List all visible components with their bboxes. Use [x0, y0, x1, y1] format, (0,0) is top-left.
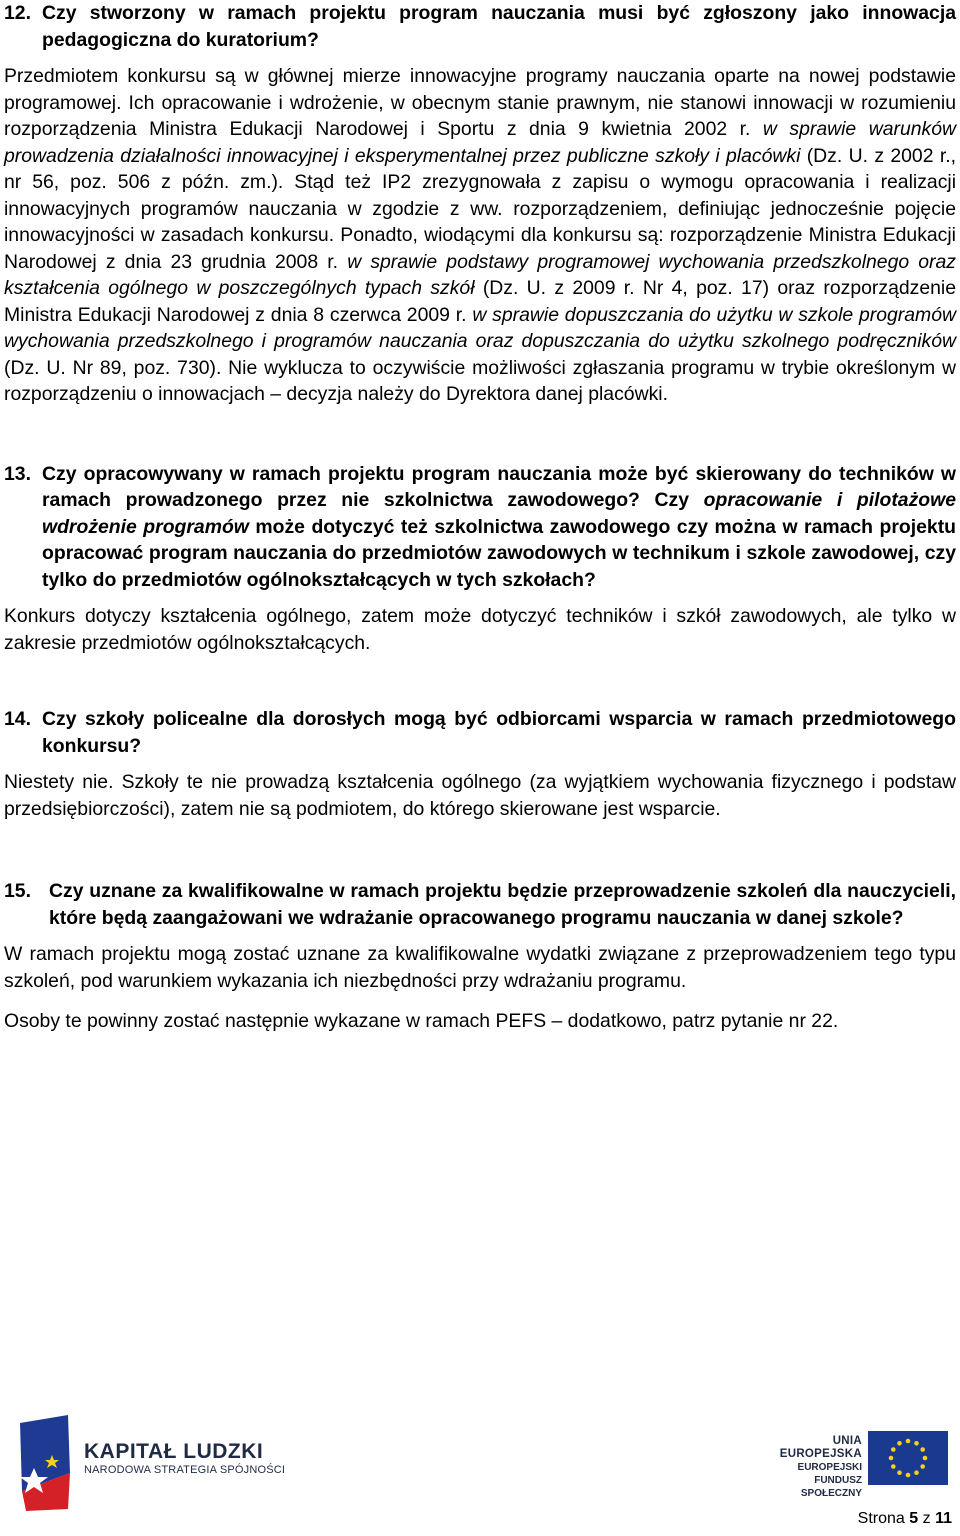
- answer-paragraph: Konkurs dotyczy kształcenia ogólnego, zatem może dotyczyć techników i szkół zawodowych, ale tylko w zakresie przedmiotów ogólnokształcących.: [4, 605, 956, 654]
- logo-subtitle: NARODOWA STRATEGIA SPÓJNOŚCI: [84, 1464, 286, 1476]
- eu-star: [891, 1447, 896, 1452]
- document-page: [4, 0, 956, 1035]
- question-number: 12.: [4, 2, 31, 24]
- answer-13: [4, 603, 956, 656]
- question-text: Czy uznane za kwalifikowalne w ramach projektu będzie przeprowadzenie szkoleń dla nauczycieli, które będą zaangażowani we wdrażanie opracowanego programu nauczania w danej szkole?: [49, 880, 956, 929]
- question-number: 15.: [4, 880, 31, 902]
- eu-star: [897, 1470, 902, 1475]
- answer-paragraph: Osoby te powinny zostać następnie wykazane w ramach PEFS – dodatkowo, patrz pytanie nr 22.: [4, 1010, 839, 1032]
- page-current: 5: [909, 1510, 919, 1527]
- eu-flag-icon: [868, 1431, 948, 1485]
- eu-star: [914, 1441, 919, 1446]
- eu-star: [914, 1470, 919, 1475]
- answer-14: [4, 769, 956, 822]
- eu-line2: EUROPEJSKI: [797, 1462, 862, 1473]
- eu-line1: UNIA EUROPEJSKA: [779, 1435, 862, 1460]
- question-number: 13.: [4, 462, 31, 485]
- eu-line3: FUNDUSZ SPOŁECZNY: [800, 1475, 862, 1499]
- answer-15: [4, 941, 956, 1035]
- question-text: Czy stworzony w ramach projektu program nauczania musi być zgłoszony jako innowacja pedagogiczna do kuratorium?: [42, 2, 956, 51]
- page-total: 11: [935, 1510, 952, 1527]
- question-text: Czy szkoły policealne dla dorosłych mogą być odbiorcami wsparcia w ramach przedmiotowego konkursu?: [42, 708, 956, 757]
- page-of: z: [922, 1510, 931, 1527]
- answer-paragraph: Przedmiotem konkursu są w głównej mierze innowacyjne programy nauczania oparte na nowej podstawie programowej. Ich opracowanie i wdrożenie, w obecnym stanie prawnym, nie stanowi innowacji w rozumieniu rozporządzenia Ministra Edukacji Narodowej i Sportu z dnia 9 kwietnia 2002 r. w sprawie warunków prowadzenia działalności innowacyjnej i eksperymentalnej przez publiczne szkoły i placówki (Dz. U. z 2002 r., nr 56, poz. 506 z późn. zm.). Stąd też IP2 zrezygnowała z zapisu o wymogu opracowania i realizacji innowacyjnych programów nauczania w zgodzie z ww. rozporządzeniem, definiując jednocześnie pojęcie innowacyjności w zasadach konkursu. Ponadto, wiodącymi dla konkursu są: rozporządzenie Ministra Edukacji Narodowej z dnia 23 grudnia 2008 r. w sprawie podstawy programowej wychowania przedszkolnego oraz kształcenia ogólnego w poszczególnych typach szkół (Dz. U. z 2009 r. Nr 4, poz. 17) oraz rozporządzenie Ministra Edukacji Narodowej z dnia 8 czerwca 2009 r. w sprawie dopuszczania do użytku w szkole programów wychowania przedszkolnego i programów nauczania oraz dopuszczania do użytku szkolnego podręczników (Dz. U. Nr 89, poz. 730). Nie wyklucza to oczywiście możliwości zgłaszania programu w trybie określonym w rozporządzeniu o innowacjach – decyzja należy do Dyrektora danej placówki.: [4, 65, 957, 405]
- answer-12: [4, 63, 956, 408]
- question-13: [4, 461, 956, 594]
- question-14: [4, 706, 956, 759]
- answer-paragraph: Niestety nie. Szkoły te nie prowadzą kształcenia ogólnego (za wyjątkiem wychowania fizycznego i podstaw przedsiębiorczości), zatem nie są podmiotem, do którego skierowane jest wsparcie.: [4, 771, 956, 820]
- eu-star: [889, 1456, 894, 1461]
- eu-star: [897, 1441, 902, 1446]
- eu-star: [923, 1456, 928, 1461]
- question-text: Czy opracowywany w ramach projektu program nauczania może być skierowany do techników w ramach prowadzonego przez nie szkolnictwa zawodowego? Czy opracowanie i pilotażowe wdrożenie programów może dotyczyć też szkolnictwa zawodowego czy można w ramach projektu opracować program nauczania do przedmiotów zawodowych w technikum i szkole zawodowej, czy tylko do przedmiotów ogólnokształcących w tych szkołach?: [42, 462, 957, 591]
- eu-star: [906, 1473, 911, 1478]
- kapital-ludzki-text: [84, 1440, 285, 1477]
- question-15: [4, 878, 956, 931]
- logo-title: KAPITAŁ LUDZKI: [84, 1440, 264, 1463]
- eu-star: [891, 1464, 896, 1469]
- page-footer: [0, 1395, 960, 1536]
- eu-star: [920, 1447, 925, 1452]
- eu-text: [752, 1435, 862, 1500]
- page-label: Strona: [857, 1510, 905, 1527]
- page-number: [858, 1510, 952, 1528]
- question-number: 14.: [4, 708, 31, 730]
- question-12: [4, 0, 956, 53]
- eu-star: [906, 1439, 911, 1444]
- eu-star: [920, 1464, 925, 1469]
- answer-paragraph: W ramach projektu mogą zostać uznane za kwalifikowalne wydatki związane z przeprowadzeniem tego typu szkoleń, pod warunkiem wykazania ich niezbędności przy wdrażaniu programu.: [4, 943, 956, 992]
